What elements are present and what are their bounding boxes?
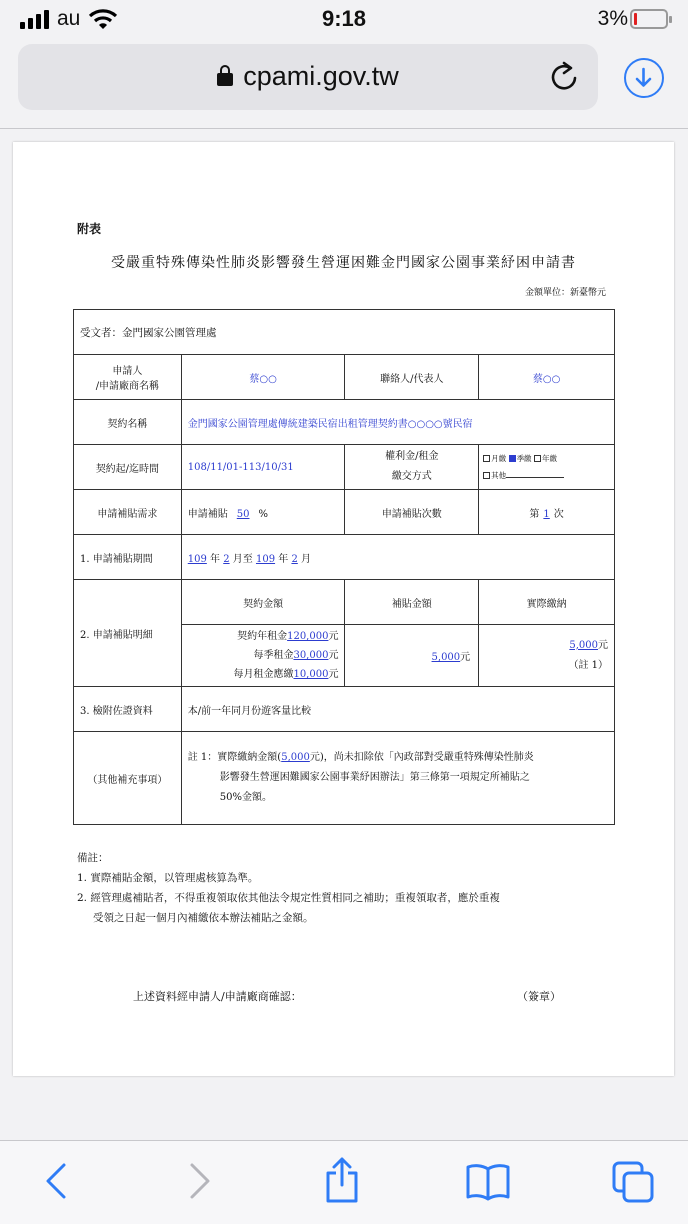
- carrier-label: au: [57, 7, 81, 30]
- note1-line3: 50%金額。: [219, 792, 272, 803]
- back-icon[interactable]: [42, 1161, 70, 1201]
- col-subsidy-amount: 補貼金額: [345, 580, 479, 625]
- remark-2-line-2: 受領之日起一個月內補繳依本辦法補貼之金額。: [93, 912, 314, 924]
- quarterly-rent-value: 30,000: [293, 650, 329, 661]
- lock-icon: [217, 73, 233, 86]
- quarterly-rent-label: 每季租金: [253, 650, 294, 661]
- yuan: 元: [460, 652, 471, 663]
- contact-label: 聯絡人/代表人: [345, 355, 479, 400]
- monthly-rent-label: 每月租金應繳: [233, 669, 294, 680]
- year-unit: 年: [278, 553, 289, 565]
- note1-line1-rest: 元)，尚未扣除依「內政部對受嚴重特殊傳染性肺炎: [309, 752, 534, 763]
- share-icon[interactable]: [322, 1155, 362, 1205]
- url-text[interactable]: cpami.gov.tw: [243, 61, 399, 91]
- subsidy-need-label: 申請補貼需求: [74, 490, 182, 535]
- table-row: [74, 490, 615, 535]
- to-word: 至: [242, 553, 253, 565]
- month-unit: 月: [232, 553, 243, 565]
- period-start-month: 2: [223, 553, 230, 565]
- seal-text: （簽章）: [517, 990, 561, 1003]
- subsidy-count-cell: [479, 490, 615, 535]
- table-row: [74, 355, 615, 400]
- detail-label: 2. 申請補貼明細: [74, 580, 182, 687]
- bottom-toolbar: [0, 1140, 688, 1224]
- option-other-label: 其他: [491, 471, 507, 480]
- contract-name-label: 契約名稱: [74, 400, 182, 445]
- applicant-label-2: /申請廠商名稱: [95, 381, 160, 392]
- payment-method-label-2: 繳交方式: [391, 471, 432, 482]
- year-unit: 年: [210, 553, 221, 565]
- actual-paid-value: 5,000: [569, 639, 598, 651]
- currency-unit: 金額單位：新臺幣元: [524, 288, 606, 298]
- remarks: [77, 848, 500, 928]
- applicant-label: 申請人: [112, 366, 143, 377]
- period-end-month: 2: [291, 553, 298, 565]
- checkbox-monthly[interactable]: [483, 455, 490, 462]
- forward-icon[interactable]: [186, 1161, 214, 1201]
- battery-icon: [630, 9, 668, 29]
- note1-amount: 5,000: [281, 752, 310, 763]
- period-value-cell: [181, 535, 614, 580]
- option-yearly-label: 年繳: [541, 454, 557, 463]
- period-end-year: 109: [255, 553, 276, 565]
- application-form-table: [73, 309, 615, 825]
- note1-prefix: 註 1：實際繳納金額(: [187, 752, 282, 763]
- checkbox-other[interactable]: [483, 472, 490, 479]
- contact-value: 蔡○○: [479, 355, 615, 400]
- contract-amount-cell: [181, 625, 345, 687]
- subsidy-amount-cell: [345, 625, 479, 687]
- col-contract-amount: 契約金額: [181, 580, 345, 625]
- table-row: [74, 732, 615, 825]
- subsidy-count-label: 申請補貼次數: [345, 490, 479, 535]
- yuan: 元: [328, 669, 339, 680]
- subsidy-count-prefix: 第: [529, 508, 540, 520]
- note1-line2: 影響發生營運困難國家公園事業紓困辦法」第三條第一項規定所補貼之: [219, 772, 530, 783]
- attachments-value: 本/前一年同月份遊客量比較: [181, 687, 614, 732]
- period-start-year: 109: [187, 553, 207, 565]
- checkbox-quarterly[interactable]: [509, 455, 516, 462]
- checkbox-yearly[interactable]: [534, 455, 541, 462]
- address-bar[interactable]: [18, 44, 598, 110]
- battery-percent: 3%: [597, 7, 628, 30]
- tabs-icon[interactable]: [610, 1159, 656, 1205]
- pdf-page: [13, 142, 674, 1076]
- period-label: 1. 申請補貼期間: [74, 535, 182, 580]
- contract-period-value: 108/11/01-113/10/31: [181, 445, 345, 490]
- bookmarks-icon[interactable]: [464, 1161, 512, 1203]
- table-row: [74, 310, 615, 355]
- table-row: [74, 400, 615, 445]
- monthly-rent-value: 10,000: [293, 669, 329, 680]
- annual-rent-label: 契約年租金: [237, 631, 288, 642]
- table-row: [74, 445, 615, 490]
- remark-2-line-1: 2. 經管理處補貼者，不得重複領取依其他法令規定性質相同之補助；重複領取者，應於重複: [77, 892, 500, 904]
- subsidy-need-prefix: 申請補貼: [187, 508, 228, 520]
- remark-1: 1. 實際補貼金額，以管理處核算為準。: [77, 872, 259, 884]
- table-row: [74, 580, 615, 625]
- payment-method-label-cell: [345, 445, 479, 490]
- remarks-title: 備註：: [77, 852, 109, 864]
- table-row: [74, 535, 615, 580]
- document-title: 受嚴重特殊傳染性肺炎影響發生營運困難金門國家公園事業紓困申請書: [111, 255, 576, 271]
- yuan: 元: [328, 631, 339, 642]
- yuan: 元: [598, 639, 608, 651]
- yuan: 元: [328, 650, 339, 661]
- actual-paid-note: （註 1）: [568, 659, 608, 671]
- subsidy-need-cell: [181, 490, 345, 535]
- subsidy-count-suffix: 次: [553, 508, 564, 520]
- payment-options-cell: [479, 445, 615, 490]
- attachment-label: 附表: [77, 222, 102, 236]
- confirm-text: 上述資料經申請人/申請廠商確認：: [133, 990, 302, 1003]
- subsidy-amount-value: 5,000: [431, 652, 461, 663]
- clock: 9:18: [321, 6, 367, 31]
- attachments-label: 3. 檢附佐證資料: [74, 687, 182, 732]
- subsidy-need-suffix: %: [258, 508, 268, 520]
- actual-paid-cell: [479, 625, 615, 687]
- table-row: [74, 687, 615, 732]
- subsidy-count-value: 1: [543, 508, 550, 520]
- payment-method-label: 權利金/租金: [385, 451, 439, 462]
- month-unit: 月: [301, 553, 311, 565]
- reload-icon[interactable]: [548, 60, 580, 94]
- contract-period-label: 契約起/迄時間: [74, 445, 182, 490]
- divider: [0, 128, 688, 129]
- contract-name-value: 金門國家公園管理處傳統建築民宿出租管理契約書○○○○號民宿: [181, 400, 614, 445]
- applicant-value: 蔡○○: [181, 355, 345, 400]
- option-monthly-label: 月繳: [491, 454, 507, 463]
- applicant-label-cell: [74, 355, 182, 400]
- other-notes-cell: [181, 732, 614, 825]
- other-label: （其他補充事項）: [74, 732, 182, 825]
- download-icon[interactable]: [624, 58, 664, 98]
- annual-rent-value: 120,000: [287, 631, 329, 642]
- status-bar: [0, 0, 688, 40]
- col-actual-paid: 實際繳納: [479, 580, 615, 625]
- recipient-cell: 受文者：金門國家公園管理處: [74, 310, 615, 355]
- subsidy-need-value: 50: [236, 508, 250, 520]
- option-quarterly-label: 季繳: [516, 454, 532, 463]
